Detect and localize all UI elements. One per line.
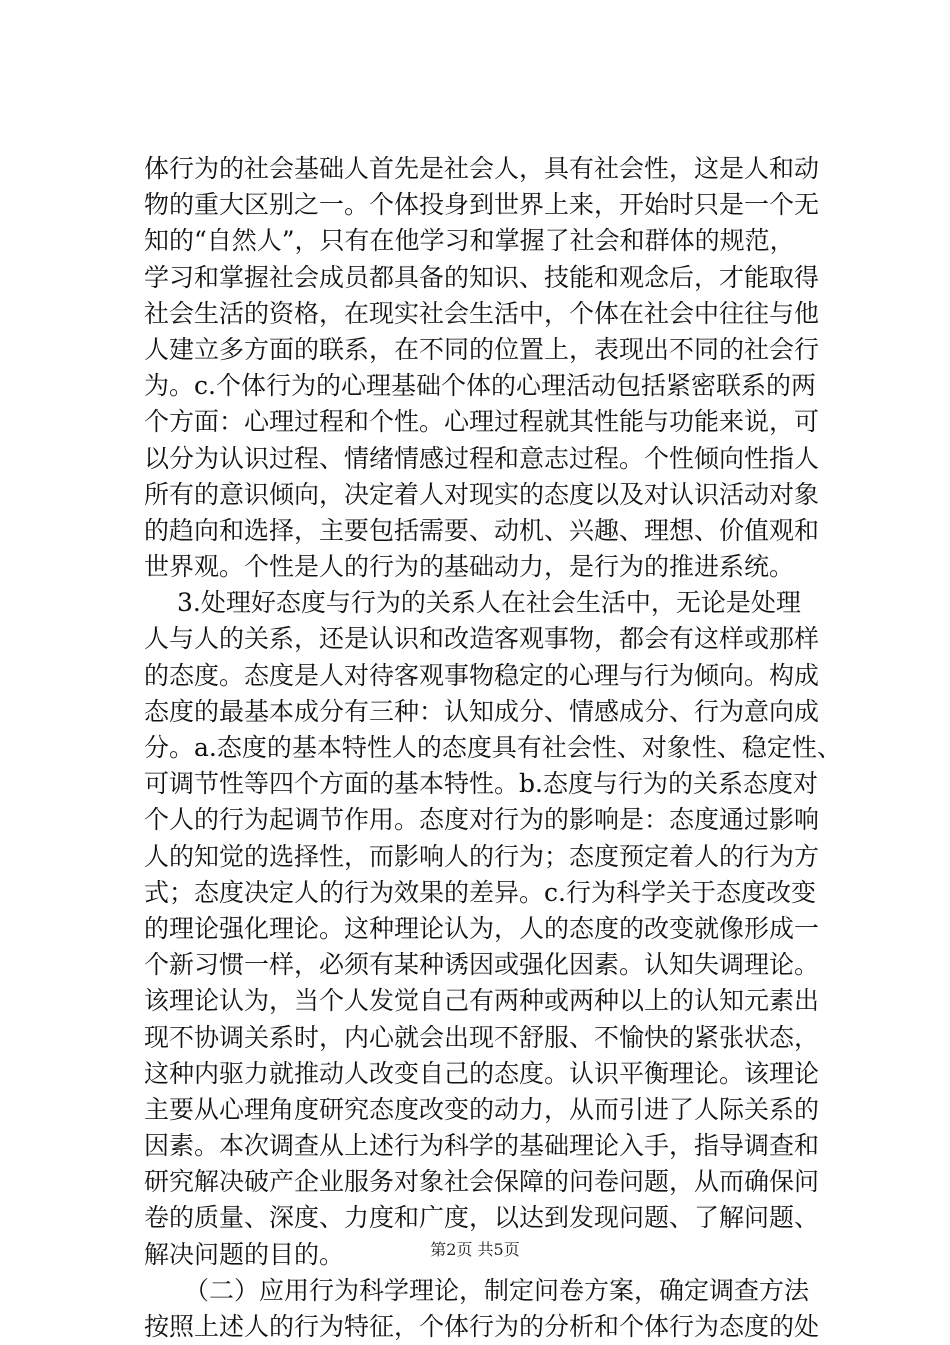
text-line: 的趋向和选择，主要包括需要、动机、兴趣、理想、价值观和 [144,515,820,545]
text-line: 的理论强化理论。这种理论认为，人的态度的改变就像形成一 [144,913,820,943]
text-line: 卷的质量、深度、力度和广度，以达到发现问题、了解问题、 [144,1203,820,1233]
text-line: 为。c.个体行为的心理基础个体的心理活动包括紧密联系的两 [144,371,816,401]
text-line: 式；态度决定人的行为效果的差异。c.行为科学关于态度改变 [144,877,816,907]
text-line: 可调节性等四个方面的基本特性。b.态度与行为的关系态度对 [144,769,818,799]
text-line: 学习和掌握社会成员都具备的知识、技能和观念后，才能取得 [144,262,820,292]
text-line: 社会生活的资格，在现实社会生活中，个体在社会中往往与他 [144,298,820,328]
text-line: 该理论认为，当个人发觉自己有两种或两种以上的认知元素出 [144,986,820,1016]
text-line: 分。a.态度的基本特性人的态度具有社会性、对象性、稳定性、 [144,733,842,762]
text-line: 因素。本次调查从上述行为科学的基础理论入手，指导调查和 [144,1131,820,1161]
text-line: 知的“自然人”，只有在他学习和掌握了社会和群体的规范， [144,226,795,256]
text-line: 世界观。个性是人的行为的基础动力，是行为的推进系统。 [144,552,795,582]
text-line: 现不协调关系时，内心就会出现不舒服、不愉快的紧张状态， [144,1022,820,1052]
text-line: 个新习惯一样，必须有某种诱因或强化因素。认知失调理论。 [144,950,820,980]
page-number-label: 第2页 共5页 [430,1240,520,1259]
text-line: 的态度。态度是人对待客观事物稳定的心理与行为倾向。构成 [144,660,820,690]
text-line: 态度的最基本成分有三种：认知成分、情感成分、行为意向成 [144,696,820,726]
text-line: 人与人的关系，还是认识和改造客观事物，都会有这样或那样 [144,624,820,654]
text-line: 人的知觉的选择性，而影响人的行为；态度预定着人的行为方 [144,841,820,871]
text-line: 这种内驱力就推动人改变自己的态度。认识平衡理论。该理论 [144,1058,820,1088]
text-line: 解决问题的目的。 [144,1239,345,1269]
text-line: 所有的意识倾向，决定着人对现实的态度以及对认识活动对象 [144,479,820,509]
text-line: 以分为认识过程、情绪情感过程和意志过程。个性倾向性指人 [144,443,820,473]
text-line: 物的重大区别之一。个体投身到世界上来，开始时只是一个无 [144,190,820,220]
text-line: 人建立多方面的联系，在不同的位置上，表现出不同的社会行 [144,334,820,364]
text-line: 研究解决破产企业服务对象社会保障的问卷问题，从而确保问 [144,1167,820,1197]
text-line: 个方面：心理过程和个性。心理过程就其性能与功能来说，可 [144,407,820,437]
text-line: 体行为的社会基础人首先是社会人，具有社会性，这是人和动 [144,154,820,183]
section-heading-line: （二）应用行为科学理论，制定问卷方案，确定调查方法 [184,1275,810,1305]
text-line: 个人的行为起调节作用。态度对行为的影响是：态度通过影响 [144,805,820,835]
paragraph-start-line: 3.处理好态度与行为的关系人在社会生活中，无论是处理 [177,588,801,618]
document-body [144,151,844,1345]
text-line: 按照上述人的行为特征，个体行为的分析和个体行为态度的处 [144,1312,820,1341]
page-footer [0,1240,950,1260]
text-line: 主要从心理角度研究态度改变的动力，从而引进了人际关系的 [144,1094,820,1124]
